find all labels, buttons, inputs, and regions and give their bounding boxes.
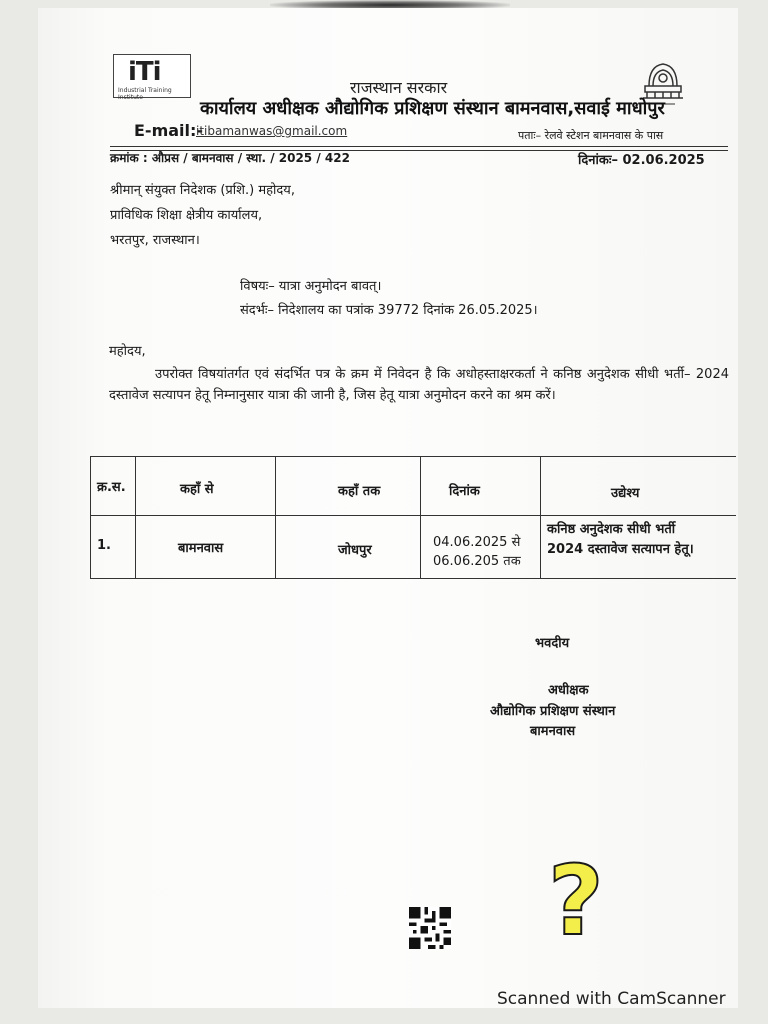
reference-number: क्रमांक : औप्रस / बामनवास / स्था. / 2025 / 422 — [110, 151, 350, 165]
cell-date — [421, 516, 541, 579]
iti-logo — [113, 54, 191, 101]
date-to: 06.06.205 तक — [433, 553, 521, 569]
table-row — [91, 516, 736, 579]
letter-body — [109, 341, 729, 406]
header-divider-top — [110, 146, 728, 147]
letter-date: दिनांकः– 02.06.2025 — [578, 153, 705, 168]
signatory-place: बामनवास — [530, 724, 576, 739]
closing: भवदीय — [535, 636, 570, 651]
header-to: कहाँ तक — [276, 457, 421, 516]
body-paragraph: उपरोक्त विषयांतर्गत एवं संदर्भित पत्र के क्रम में निवेदन है कि अधोहस्ताक्षरकर्ता ने कनिष्ठ अनुदेशक सीधी भर्ती– 2024 दस्तावेज सत्यापन हेतू निम्नानुसार यात्रा की जानी है, जिस हेतू यात्रा अनुमोदन करने का श्रम करें। — [109, 367, 729, 404]
addressee-line-1: श्रीमान् संयुक्त निदेशक (प्रशि.) महोदय, — [110, 183, 295, 198]
addressee-line-3: भरतपुर, राजस्थान। — [110, 233, 200, 248]
cell-to: जोधपुर — [276, 516, 421, 579]
logo-subtext: Industrial Training Institute — [118, 87, 172, 101]
purpose-line-2: 2024 दस्तावेज सत्यापन हेतू। — [547, 541, 694, 557]
subject-line: विषयः– यात्रा अनुमोदन बावत्। — [240, 279, 382, 294]
office-address: पताः– रेलवे स्टेशन बामनवास के पास — [518, 129, 664, 142]
addressee-line-2: प्राविधिक शिक्षा क्षेत्रीय कार्यालय, — [110, 208, 263, 223]
cell-from: बामनवास — [136, 516, 276, 579]
email-link[interactable]: itibamanwas@gmail.com — [196, 124, 348, 138]
email-label: E-mail:- — [134, 121, 204, 140]
cell-serial: 1. — [91, 516, 136, 579]
government-title: राजस्थान सरकार — [350, 78, 448, 97]
question-mark-sticker: ? — [548, 845, 604, 957]
header-serial: क्र.स. — [91, 457, 136, 516]
signatory-title: अधीक्षक — [548, 683, 589, 698]
header-date: दिनांक — [421, 457, 541, 516]
table-header-row — [91, 457, 736, 516]
qr-code-icon — [408, 907, 452, 949]
subject-reference: संदर्भः– निदेशालय का पत्रांक 39772 दिनांक 26.05.2025। — [240, 303, 538, 318]
travel-table — [90, 456, 736, 579]
camscanner-watermark: Scanned with CamScanner — [497, 989, 726, 1009]
signatory-institute: औद्योगिक प्रशिक्षण संस्थान — [490, 704, 616, 719]
logo-text: iTi — [128, 57, 161, 87]
header-purpose: उद्येश्य — [541, 457, 736, 516]
salutation: महोदय, — [109, 344, 146, 359]
date-from: 04.06.2025 से — [433, 535, 521, 550]
header-from: कहाँ से — [136, 457, 276, 516]
office-title: कार्यालय अधीक्षक औद्योगिक प्रशिक्षण संस्थान बामनवास,सवाई माधोपुर — [200, 98, 665, 119]
purpose-line-1: कनिष्ठ अनुदेशक सीधी भर्ती — [547, 522, 676, 537]
cell-purpose — [541, 516, 736, 579]
